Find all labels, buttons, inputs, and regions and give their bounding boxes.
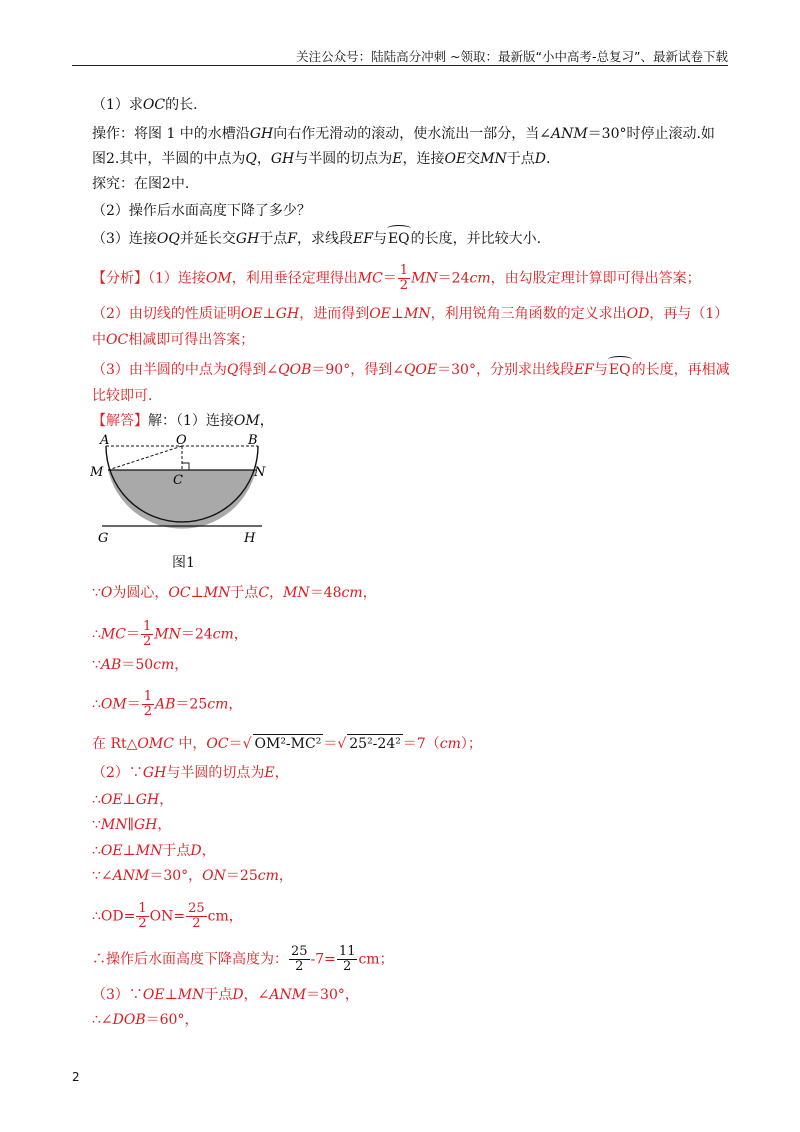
analysis-2: （2）由切线的性质证明OE⊥GH，进而得到OE⊥MN，利用锐角三角函数的定义求出OD，再与（1） [92,306,729,322]
segment-om [108,446,182,470]
figure-1-diagram [90,434,290,554]
label-m: M [90,465,104,480]
solution-line-9: ∴OE⊥MN于点D， [92,843,216,859]
solution-line-5: 在 Rt△OMC 中，OC＝√ OM²-MC² ＝√ 25²-24² ＝7（cm）； [92,736,482,752]
question-1: （1）求OC的长. [92,97,198,113]
solution-line-8: ∵MN∥GH， [92,817,172,833]
page-number: 2 [72,1070,80,1084]
solution-line-1: ∵O为圆心，OC⊥MN于点C，MN＝48cm， [92,585,377,601]
answer-heading: 【解答】解：（1）连接OM， [92,413,274,429]
label-g: G [98,531,109,546]
figure-1-caption: 图1 [172,555,195,571]
label-c: C [173,473,183,488]
label-o: O [176,434,187,448]
analysis-1: 【分析】（1）连接OM，利用垂径定理得出MC＝ $\frac{1}{2}$ MN＝24cm，由勾股定理计算即可得出答案； [92,263,701,293]
solution-line-4: ∴OM＝ $\frac{1}{2}$ AB＝25cm， [92,689,243,719]
explore-line: 探究：在图2中. [92,176,190,192]
solution-line-7: ∴OE⊥GH， [92,792,174,808]
label-h: H [244,531,256,546]
operation-line-1: 操作：将图 1 中的水槽沿GH向右作无滑动的滚动，使水流出一部分，当∠ANM＝30°时停止滚动.如 [92,126,715,142]
operation-line-2: 图2.其中，半圆的中点为Q，GH与半圆的切点为E，连接OE交MN于点D. [92,151,551,167]
label-a: A [100,434,110,448]
solution-line-3: ∵AB＝50cm， [92,657,189,673]
analysis-3-cont: 比较即可. [92,388,153,404]
solution-line-10: ∵∠ANM＝30°，ON＝25cm， [92,868,293,884]
analysis-2-cont: 中OC相减即可得出答案； [92,332,255,348]
analysis-3: （3）由半圆的中点为Q得到∠QOB＝90°，得到∠QOE＝30°，分别求出线段EF与EQ的长度，再相减 [92,362,730,378]
solution-line-2: ∴MC＝ $\frac{1}{2}$ MN＝24cm， [92,619,248,649]
right-angle-mark [182,463,189,470]
question-3: （3）连接OQ并延长交GH于点F，求线段EF与EQ的长度，并比较大小. [92,231,542,247]
solution-line-13: （3）∵OE⊥MN于点D，∠ANM＝30°， [92,987,359,1003]
label-b: B [248,434,258,448]
solution-line-11: ∴OD= $\frac{1}{2}$ ON= $\frac{25}{2}$ cm， [92,901,243,931]
label-n: N [254,465,266,480]
page-header: 关注公众号：陆陆高分冲刺 ~领取：最新版“小中高考-总复习”、最新试卷下载 [296,49,728,64]
solution-line-6: （2）∵GH与半圆的切点为E， [92,765,289,781]
solution-line-14: ∴∠DOB＝60°， [92,1012,199,1028]
header-rule [72,65,728,66]
question-2: （2）操作后水面高度下降了多少？ [92,203,311,219]
solution-line-12: ∴操作后水面高度下降高度为： $\frac{25}{2}$ -7= $\frac{11}{2}$ cm； [92,944,394,974]
